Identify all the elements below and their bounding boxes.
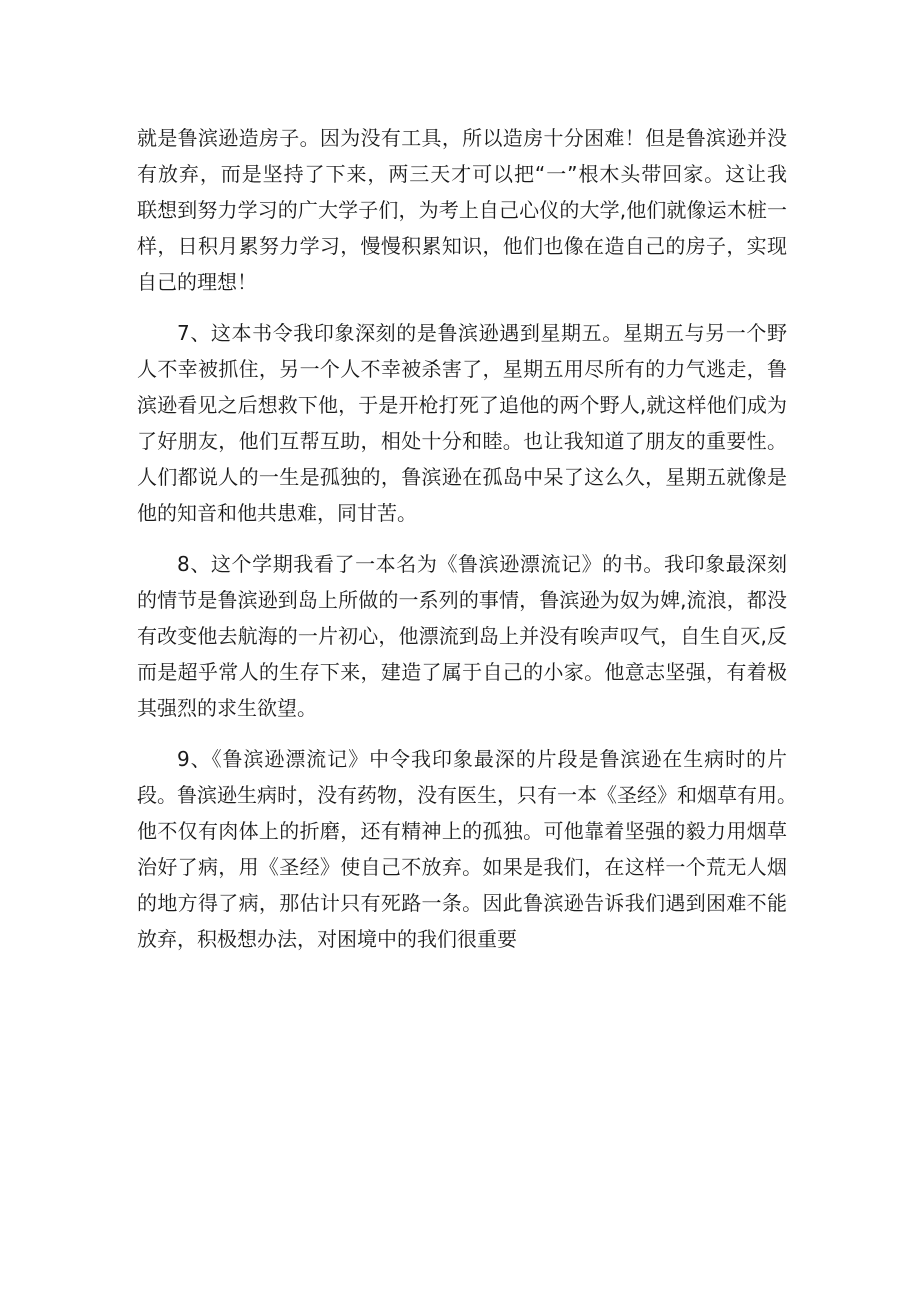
paragraph-continuation [137, 120, 787, 300]
text-line: 段。鲁滨逊生病时，没有药物，没有医生，只有一本《圣经》和烟草有用。 [137, 783, 797, 807]
paragraph-9 [137, 741, 797, 957]
text-line: 9、《鲁滨逊漂流记》中令我印象最深的片段是鲁滨逊在生病时的片 [177, 747, 787, 771]
text-line: 放弃，积极想办法，对困境中的我们很重要 [137, 927, 517, 951]
text-line: 的情节是鲁滨逊到岛上所做的一系列的事情，鲁滨逊为奴为婢,流浪，都没 [137, 588, 787, 612]
text-line: 治好了病，用《圣经》使自己不放弃。如果是我们，在这样一个荒无人烟 [137, 855, 787, 879]
text-line: 了好朋友，他们互帮互助，相处十分和睦。也让我知道了朋友的重要性。 [137, 429, 787, 453]
text-line: 他的知音和他共患难，同甘苦。 [137, 501, 417, 525]
paragraph-8 [137, 546, 787, 726]
text-line: 他不仅有肉体上的折磨，还有精神上的孤独。可他靠着坚强的毅力用烟草 [137, 819, 787, 843]
paragraph-7 [137, 315, 787, 531]
text-line: 就是鲁滨逊造房子。因为没有工具，所以造房十分困难！但是鲁滨逊并没 [137, 126, 787, 150]
text-line: 人不幸被抓住，另一个人不幸被杀害了，星期五用尽所有的力气逃走，鲁 [137, 357, 787, 381]
text-line: 而是超乎常人的生存下来，建造了属于自己的小家。他意志坚强，有着极 [137, 660, 787, 684]
text-line: 联想到努力学习的广大学子们，为考上自己心仪的大学,他们就像运木桩一 [137, 198, 787, 222]
document-body [137, 120, 797, 957]
text-line: 7、这本书令我印象深刻的是鲁滨逊遇到星期五。星期五与另一个野 [177, 321, 787, 345]
text-line: 有改变他去航海的一片初心，他漂流到岛上并没有唉声叹气，自生自灭,反 [137, 624, 787, 648]
text-line: 自己的理想！ [137, 270, 257, 294]
text-line: 有放弃，而是坚持了下来，两三天才可以把“一”根木头带回家。这让我 [137, 162, 787, 186]
text-line: 样，日积月累努力学习，慢慢积累知识，他们也像在造自己的房子，实现 [137, 234, 787, 258]
text-line: 其强烈的求生欲望。 [137, 696, 317, 720]
text-line: 滨逊看见之后想救下他，于是开枪打死了追他的两个野人,就这样他们成为 [137, 393, 787, 417]
text-line: 的地方得了病，那估计只有死路一条。因此鲁滨逊告诉我们遇到困难不能 [137, 891, 787, 915]
text-line: 人们都说人的一生是孤独的，鲁滨逊在孤岛中呆了这么久，星期五就像是 [137, 465, 787, 489]
text-line: 8、这个学期我看了一本名为《鲁滨逊漂流记》的书。我印象最深刻 [177, 552, 787, 576]
